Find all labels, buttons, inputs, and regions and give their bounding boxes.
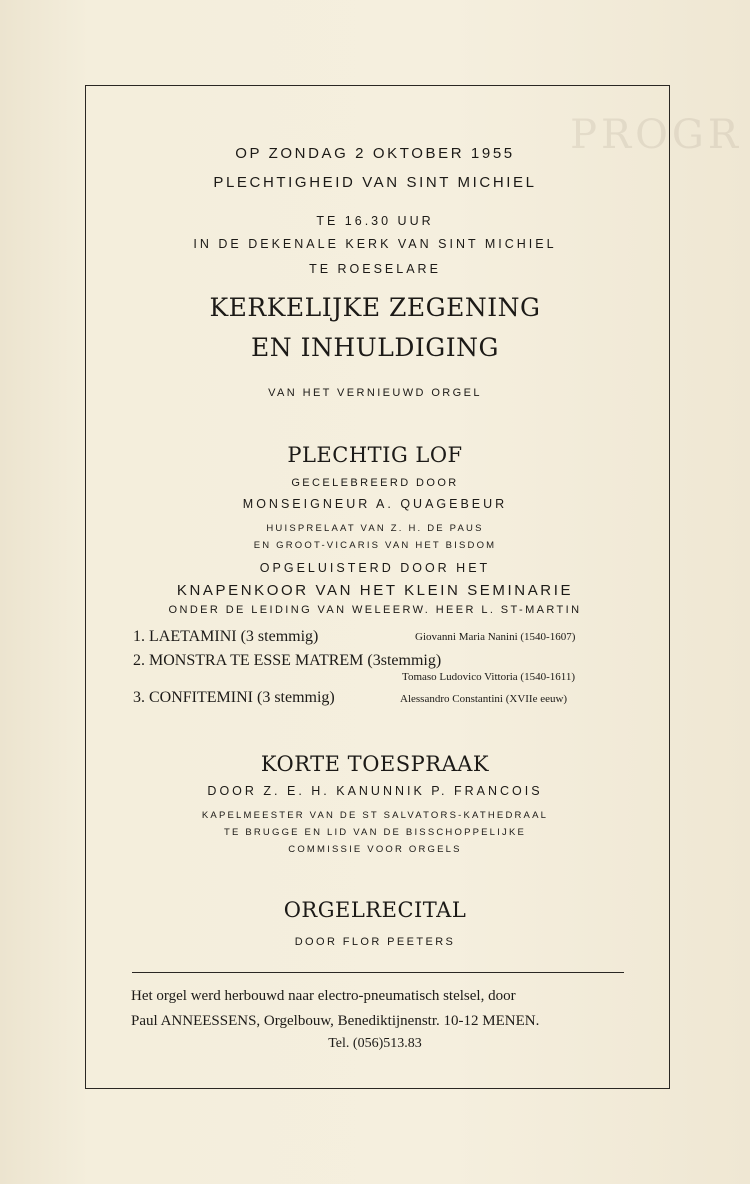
main-title-line2: EN INHULDIGING xyxy=(251,333,499,362)
program-item-1: 1. LAETAMINI (3 stemmig) xyxy=(133,628,319,645)
speaker-role-3: COMMISSIE VOOR ORGELS xyxy=(288,844,462,855)
choir-name: KNAPENKOOR VAN HET KLEIN SEMINARIE xyxy=(176,582,574,599)
speaker-role-1: KAPELMEESTER VAN DE ST SALVATORS-KATHEDRAAL xyxy=(201,810,549,821)
celebrant-title-2: EN GROOT-VICARIS VAN HET BISDOM xyxy=(253,540,497,551)
footer-line-1: Het orgel werd herbouwd naar electro-pneumatisch stelsel, door xyxy=(131,988,516,1004)
celebrated-by: GECELEBREERD DOOR xyxy=(291,477,459,489)
footer-rule xyxy=(132,972,624,973)
town-line: TE ROESELARE xyxy=(309,262,441,276)
recital-heading: ORGELRECITAL xyxy=(283,898,467,922)
sung-by: OPGELUISTERD DOOR HET xyxy=(259,561,491,575)
program-item-2: 2. MONSTRA TE ESSE MATREM (3stemmig) xyxy=(133,652,442,669)
bleed-through-text: PROGR xyxy=(570,112,742,158)
choir-director: ONDER DE LEIDING VAN WELEERW. HEER L. ST-MARTIN xyxy=(168,604,582,616)
footer-line-2: Paul ANNEESSENS, Orgelbouw, Benediktijnenstr. 10-12 MENEN. xyxy=(131,1013,540,1029)
program-composer-1: Giovanni Maria Nanini (1540-1607) xyxy=(415,631,576,643)
lof-heading: PLECHTIG LOF xyxy=(287,443,463,467)
speech-heading: KORTE TOESPRAAK xyxy=(260,752,490,776)
main-subtitle: VAN HET VERNIEUWD ORGEL xyxy=(268,387,482,399)
church-line: IN DE DEKENALE KERK VAN SINT MICHIEL xyxy=(193,237,557,251)
celebrant-title-1: HUISPRELAAT VAN Z. H. DE PAUS xyxy=(266,523,484,534)
speech-speaker: DOOR Z. E. H. KANUNNIK P. FRANCOIS xyxy=(207,784,543,798)
celebrant-name: MONSEIGNEUR A. QUAGEBEUR xyxy=(242,497,508,511)
date-line: OP ZONDAG 2 OKTOBER 1955 xyxy=(235,145,515,162)
program-composer-3: Alessandro Constantini (XVIIe eeuw) xyxy=(400,693,568,705)
program-item-3: 3. CONFITEMINI (3 stemmig) xyxy=(133,689,335,706)
speaker-role-2: TE BRUGGE EN LID VAN DE BISSCHOPPELIJKE xyxy=(223,827,527,838)
footer-phone: Tel. (056)513.83 xyxy=(328,1036,422,1051)
time-line: TE 16.30 UUR xyxy=(316,214,434,228)
event-line: PLECHTIGHEID VAN SINT MICHIEL xyxy=(213,174,537,191)
recital-performer: DOOR FLOR PEETERS xyxy=(294,936,456,948)
program-composer-2: Tomaso Ludovico Vittoria (1540-1611) xyxy=(402,671,576,683)
main-title-line1: KERKELIJKE ZEGENING xyxy=(209,293,541,322)
